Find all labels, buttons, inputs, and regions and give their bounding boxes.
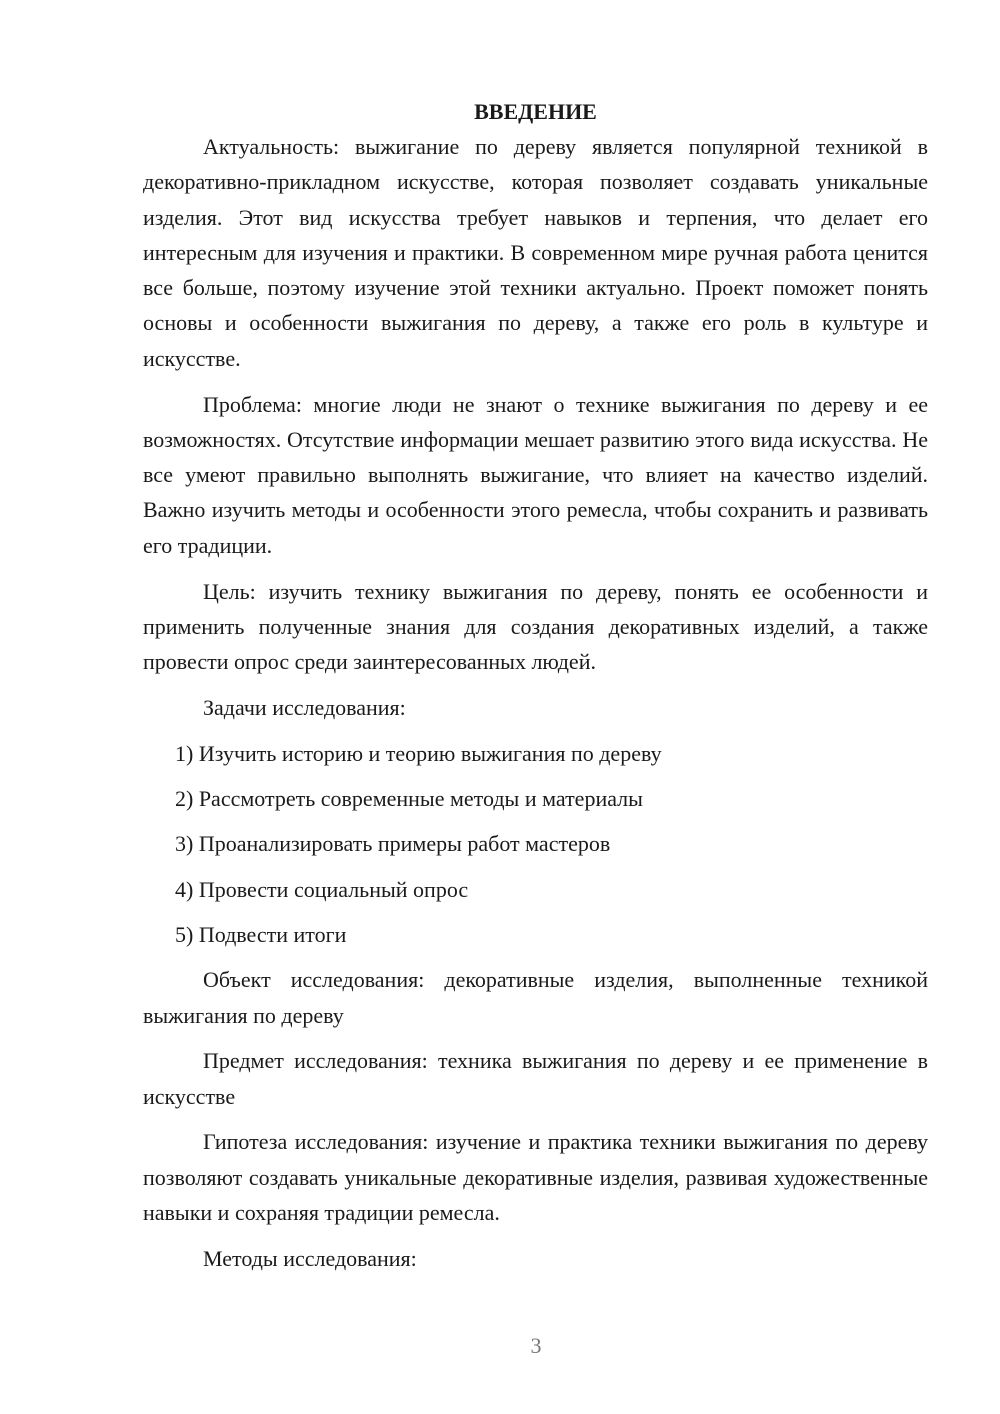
list-item: 3) Проанализировать примеры работ мастеров	[175, 831, 611, 857]
methods-heading: Методы исследования:	[203, 1245, 417, 1271]
object-paragraph: Объект исследования: декоративные изделия, выполненные техникой выжигания по дереву	[143, 967, 928, 1028]
tasks-list	[143, 736, 928, 952]
goal-paragraph: Цель: изучить технику выжигания по дереву, понять ее особенности и применить полученные знания для создания декоративных изделий, а также провести опрос среди заинтересованных людей.	[143, 578, 928, 675]
hypothesis-paragraph: Гипотеза исследования: изучение и практика техники выжигания по дереву позволяют создавать уникальные декоративные изделия, развивая художественные навыки и сохраняя традиции ремесла.	[143, 1129, 928, 1226]
problem-paragraph: Проблема: многие люди не знают о технике выжигания по дереву и ее возможностях. Отсутствие информации мешает развитию этого вида искусства. Не все умеют правильно выполнять выжигание, что влияет на качество изделий. Важно изучить методы и особенности этого ремесла, чтобы сохранить и развивать его традиции.	[143, 391, 928, 558]
page-number: 3	[530, 1333, 542, 1358]
subject-paragraph: Предмет исследования: техника выжигания по дереву и ее применение в искусстве	[143, 1048, 928, 1109]
page-content	[143, 94, 928, 1287]
list-item: 1) Изучить историю и теорию выжигания по дереву	[175, 740, 662, 766]
tasks-heading: Задачи исследования:	[203, 694, 406, 720]
section-title: ВВЕДЕНИЕ	[474, 99, 597, 124]
list-item: 2) Рассмотреть современные методы и материалы	[175, 786, 643, 812]
list-item: 4) Провести социальный опрос	[175, 876, 469, 902]
list-item: 5) Подвести итоги	[175, 921, 347, 947]
relevance-paragraph: Актуальность: выжигание по дереву является популярной техникой в декоративно-прикладном искусстве, которая позволяет создавать уникальные изделия. Этот вид искусства требует навыков и терпения, что делает его интересным для изучения и практики. В современном мире ручная работа ценится все больше, поэтому изучение этой техники актуально. Проект поможет понять основы и особенности выжигания по дереву, а также его роль в культуре и искусстве.	[143, 134, 928, 371]
